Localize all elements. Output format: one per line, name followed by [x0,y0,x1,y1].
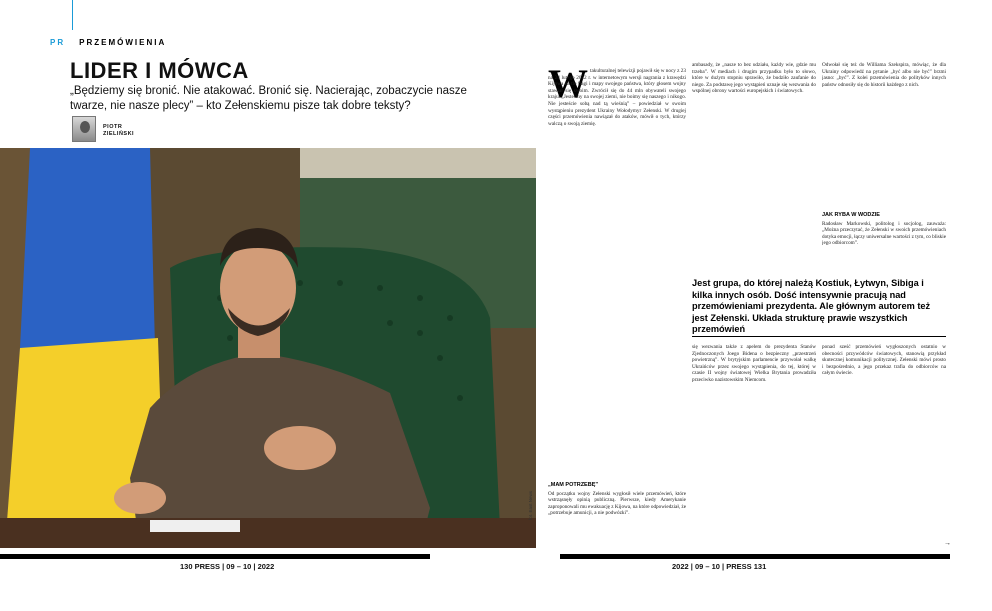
headline: LIDER I MÓWCA [70,58,249,83]
zelensky-photo-illustration [0,148,536,548]
main-photo [0,148,536,548]
author-byline [103,124,134,138]
deck: „Będziemy się bronić. Nie atakować. Bronić się. Nacierając, zobaczycie nasze twarze, nie nasze plecy” – kto Zełenskiemu pisze tak dobre teksty? [70,85,467,112]
footer-rule-right [560,554,950,559]
column-1-top: takulturalnej telewizji pojawił się w nocy z 23 na 24 lutego 2022 r. w internetowym wersji nagrania z krawędzi Kijowa na tle flagi i mapy swojego państwa, który głosem wojny stawiał się swoim. Zwrócił się do 44 mln obywateli swojego kraju. „Jesteśmy na swojej ziemi, nie boimy się naszego i nikogo. Nie jesteście sobą nad tą wieśnią” – powiedział w swoim wystąpieniu prezydent Ukrainy Wołodymyr Zełenski. W drugiej części przemówienia nawiązał do ataków, mówił o tych, którzy walczą o swoją ziemię. [548,68,686,127]
dropcap: W [548,61,588,106]
subhead-mam-potrzebe: „MAM POTRZEBĘ” [548,482,599,488]
column-2-bottom: się wezwania także z apelem do prezydenta Stanów Zjednoczonych Joego Bidena o bezpieczny „przestrzeń powietrzną”. W brytyjskim parlamencie przywołał walkę Ukraińców przez swojego wystąpienia, do tej, której w czasie II wojny światowej Wielka Brytania prowadziła przeciwko nazistowskim Niemcom. [692,344,816,383]
column-2-top: ambasady, że „nasze to bez udziału, każdy wie, gdzie mu trzeba”. W mediach i drugim przypadku było to słowo, które w dużym stopniu sprawiło, że budziło zaufanie do niego. Za podstawę jego wystąpień uznaje się wezwania do wspólnej obrony wartości europejskich i światowych. [692,62,816,95]
author-avatar [72,116,96,142]
subhead-jak-ryba: JAK RYBA W WODZIE [822,212,880,218]
pull-quote: Jest grupa, do której należą Kostiuk, Łytwyn, Sibiga i kilka innych osób. Dość intensywnie pracują nad przemówieniami prezydenta. Ale głównym autorem też jest Zełenski. Układa strukturę prawie wszystkich przemówień [692,278,931,334]
author-last-name: ZIELIŃSKI [103,131,135,137]
folio-left: 130 PRESS | 09 – 10 | 2022 [180,562,275,571]
accent-line [72,0,73,30]
column-3-top: Odwołał się też do Williama Szekspira, mówiąc, że dla Ukrainy odpowiedź na pytanie „być albo nie być” brzmi jasno: „być”. Z kolei przemówienia do polityków innych państw odnosiły się do historii każdego z nich. [822,62,946,88]
section-name: PRZEMÓWIENIA [79,38,167,47]
pull-quote-rule [692,336,946,337]
column-1-bottom-text: Od początku wojny Zełenski wygłosił wiele przemówień, które wstrząsnęły opinią publiczną. Pierwsze, kiedy Amerykanie zaproponowali mu ewakuację z Kijowa, na które odpowiedział, że „potrzebuje amunicji, a nie podwózki”. [548,490,686,517]
author-first-name: PIOTR [103,124,123,130]
footer-rule-left [0,554,430,559]
column-3-mid-text: Radosław Markowski, politolog i socjolog, zauważa: „Można przeczytać, że Zełenski w swoich przemówieniach dotyka emocji, łączy uniwersalne wartości z tym, co bliskie jego odbiorcom”. [822,220,946,247]
photo-credit: fot. East News [528,490,533,520]
folio-right: 2022 | 09 – 10 | PRESS 131 [672,562,767,571]
column-3-bottom: ponad sześć przemówień wygłoszonych ostatnio w obecności przywódców światowych, stanowią przykład skutecznej komunikacji politycznej. Zełenski mówi prosto i bezpośrednio, a jego przekaz trafia do odbiorców na całym świecie. [822,344,946,377]
column-1-bottom [548,478,686,548]
continued-arrow-icon: → [944,540,951,547]
section-tag [50,38,166,47]
section-code: PR [50,38,66,47]
column-3-mid [822,208,946,272]
